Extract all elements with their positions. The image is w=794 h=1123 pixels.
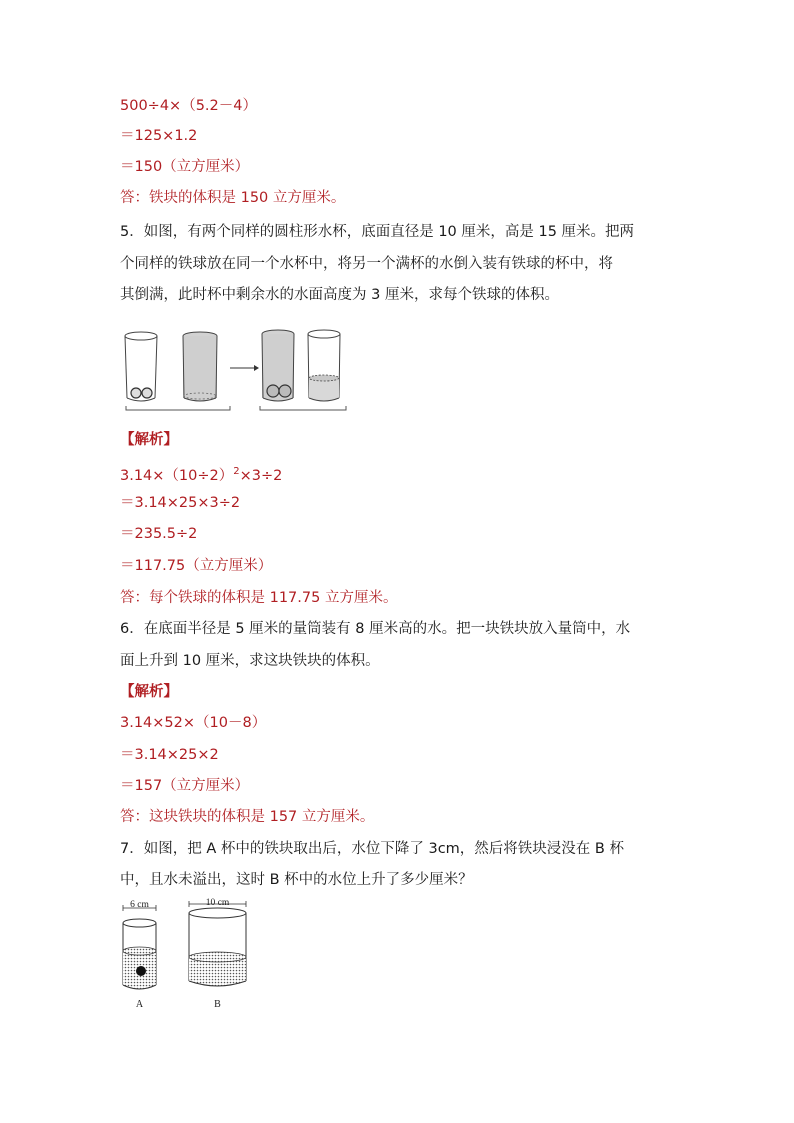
question-7-text: 7．如图，把 A 杯中的铁块取出后，水位下降了 3cm，然后将铁块浸没在 B 杯 [120,841,624,857]
width-label-a: 6 cm [130,900,149,910]
calc-line: 500÷4×（5.2－4） [120,98,257,114]
question-5-text: 其倒满，此时杯中剩余水的水面高度为 3 厘米，求每个铁球的体积。 [120,287,559,303]
question-6-text: 6．在底面半径是 5 厘米的量筒装有 8 厘米高的水。把一块铁块放入量筒中，水 [120,621,631,637]
calc-line: ＝125×1.2 [120,128,198,144]
calc-line: ＝117.75（立方厘米） [120,558,273,574]
calc-line: ＝157（立方厘米） [120,778,250,794]
ball-icon [267,385,279,397]
analysis-label: 【解析】 [120,684,178,700]
label-a: A [135,999,144,1010]
answer-line: 答：每个铁球的体积是 117.75 立方厘米。 [120,590,398,606]
cup-empty-with-balls [125,332,157,401]
answer-line: 答：铁块的体积是 150 立方厘米。 [120,190,346,206]
question-7-text: 中，且水未溢出，这时 B 杯中的水位上升了多少厘米？ [120,872,473,888]
calc-line: ＝235.5÷2 [120,526,198,542]
beakers-figure [115,897,260,1012]
beaker-a [123,900,156,1010]
cup-full [183,332,217,401]
cup-filled-with-balls [262,330,294,401]
label-b: B [214,999,221,1010]
calc-line: $3.14\times(10\div 2)^2\times 3\div 2$ [120,466,283,484]
ball-icon [142,388,152,398]
analysis-label: 【解析】 [120,432,178,448]
calc-line: ＝3.14×25×2 [120,747,219,763]
ball-icon [279,385,291,397]
calc-line: ＝150（立方厘米） [120,159,250,175]
cup-remaining-water [308,330,340,401]
calc-line: 3.14×52×（10－8） [120,715,267,731]
answer-line: 答：这块铁块的体积是 157 立方厘米。 [120,809,375,825]
calc-line: ＝3.14×25×3÷2 [120,495,241,511]
question-5-text: 5．如图，有两个同样的圆柱形水杯，底面直径是 10 厘米，高是 15 厘米。把两 [120,224,635,240]
cups-figure [118,322,350,414]
ball-icon [131,388,141,398]
question-5-text: 个同样的铁球放在同一个水杯中，将另一个满杯的水倒入装有铁球的杯中，将 [120,256,613,272]
width-label-b: 10 cm [205,898,230,908]
beaker-b [189,898,246,1010]
question-6-text: 面上升到 10 厘米，求这块铁块的体积。 [120,653,380,669]
iron-block-icon [136,966,146,976]
